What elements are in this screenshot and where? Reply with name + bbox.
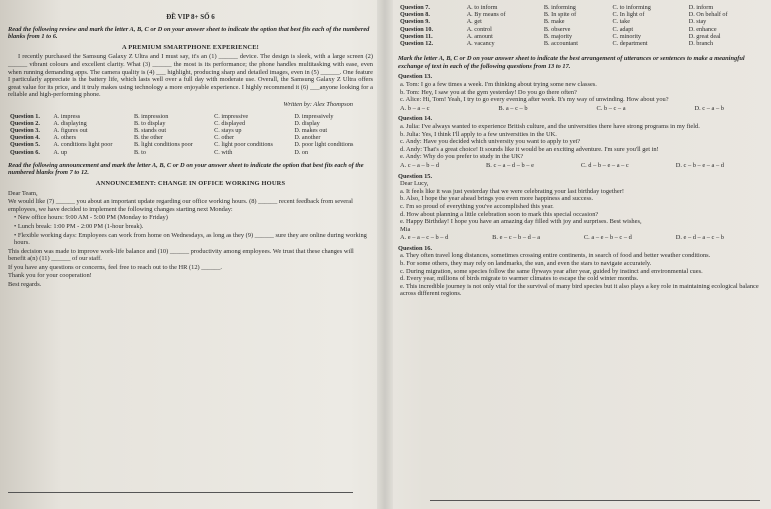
- review-text: I recently purchased the Samsung Galaxy Z Ultra and I must say, it's an (1) ______ device. The design is sleek, with a large screen (2) ______ vibrant colours and excellent clarity. What (3) ______ the most is its performance; the phone handles multitasking with ease, even when running demanding apps. The camera quality is (4) ___ highlight, producing sharp and detailed images, even in (5) ______. One feature I particularly appreciate is the battery life, which lasts well over a full day with moderate use. Overall, the Samsung Galaxy Z Ultra offers great value for its price, and it truly makes using technology a more enjoyable experience. I highly recommend it (6) ___anyone looking for a reliable and high-performing phone.: [8, 53, 373, 99]
- option-c[interactable]: C. impressive: [214, 112, 249, 120]
- option-c[interactable]: C. adapt: [612, 25, 634, 33]
- letter-line: Dear Lucy,: [400, 180, 429, 188]
- option-c[interactable]: C. other: [214, 134, 235, 142]
- question-label: Question 10.: [400, 25, 434, 33]
- question-label: Question 2.: [10, 119, 40, 127]
- option-c[interactable]: C. department: [612, 40, 648, 48]
- option-d[interactable]: D. branch: [688, 40, 714, 48]
- utterance: a. Julia: I've always wanted to experience British culture, and the universities there have strong programs in my field.: [400, 122, 700, 130]
- utterance: c. Alice: Hi, Tom! Yeah, I try to go every evening after work. It's my way of unwinding. How about you?: [400, 96, 669, 104]
- option-c[interactable]: C. light poor conditions: [214, 141, 273, 149]
- option-a[interactable]: A. displaying: [53, 119, 87, 127]
- option-a[interactable]: A. vacancy: [466, 40, 495, 48]
- announcement-bullet: • Lunch break: 1:00 PM - 2:00 PM (1-hour break).: [14, 222, 144, 230]
- sentence: d. Every year, millions of birds migrate to warmer climates to escape the cold winter months.: [400, 275, 639, 283]
- option-a[interactable]: A. figures out: [53, 126, 88, 134]
- option-a[interactable]: A. amount: [466, 32, 493, 40]
- announcement-bullet: • Flexible working days: Employees can work from home on Wednesdays, as long as they (9) ______ sure they are online during working hours.: [14, 231, 367, 247]
- instruction-1-6: Read the following review and mark the letter A, B, C or D on your answer sheet to indicate the option that best fits each of the numbered blanks from 1 to 6.: [8, 25, 370, 41]
- questions-1-6: [8, 113, 373, 156]
- announcement-greeting: Dear Team,: [8, 189, 38, 197]
- option-a[interactable]: A. b – a – c: [400, 104, 430, 112]
- option-c[interactable]: C. take: [612, 18, 630, 26]
- option-b[interactable]: B. impression: [133, 112, 169, 120]
- utterance: b. Julia: Yes, I think I'll apply to a few universities in the UK.: [400, 130, 557, 138]
- question-row: [8, 127, 373, 134]
- option-d[interactable]: D. e – d – a – c – b: [675, 234, 724, 242]
- utterance: b. Tom: Hey, I saw you at the gym yesterday! Do you go there often?: [400, 88, 577, 96]
- option-b[interactable]: B. observe: [543, 25, 571, 33]
- option-c[interactable]: C. to informing: [612, 4, 651, 11]
- question-row: [398, 40, 764, 47]
- review-author: Written by: Alex Thompson: [283, 100, 353, 108]
- option-b[interactable]: B. accountant: [543, 40, 578, 48]
- question-label: Question 7.: [400, 4, 430, 11]
- questions-7-12: [398, 4, 764, 47]
- option-d[interactable]: D. on: [294, 148, 309, 156]
- option-b[interactable]: B. the other: [133, 134, 163, 142]
- answer-options-14: [400, 162, 764, 170]
- question-15-label: Question 15.: [398, 172, 433, 180]
- option-d[interactable]: D. c – b – e – a – d: [675, 161, 724, 169]
- question-row: [398, 11, 764, 18]
- question-label: Question 9.: [400, 18, 430, 26]
- option-b[interactable]: B. make: [543, 18, 565, 26]
- option-b[interactable]: B. a – c – b: [498, 104, 528, 112]
- sentence: c. During migration, some species follow the same flyways year after year, guided by instinct and environmental cues.: [400, 267, 703, 275]
- question-row: [8, 149, 373, 156]
- utterance: c. Andy: Have you decided which university you want to apply to yet?: [400, 138, 581, 146]
- announcement-bullet: • New office hours: 9:00 AM - 5:00 PM (Monday to Friday): [14, 214, 168, 222]
- utterance: a. Tom: I go a few times a week. I'm thinking about trying some new classes.: [400, 81, 597, 88]
- option-d[interactable]: D. enhance: [688, 25, 717, 33]
- review-heading: A PREMIUM SMARTPHONE EXPERIENCE!: [121, 43, 259, 51]
- option-a[interactable]: A. to inform: [466, 4, 498, 11]
- option-d[interactable]: D. makes out: [294, 126, 328, 134]
- question-row: [8, 134, 373, 141]
- question-row: [398, 33, 764, 40]
- letter-line: d. How about planning a little celebration soon to mark this special occasion?: [400, 210, 599, 218]
- instruction-7-12: Read the following announcement and mark the letter A, B, C or D on your answer sheet to indicate the option that best fits each of the numbered blanks from 7 to 12.: [8, 161, 364, 177]
- option-d[interactable]: D. impressively: [294, 112, 334, 120]
- question-row: [8, 120, 373, 127]
- left-column: [8, 4, 373, 290]
- option-d[interactable]: D. inform: [688, 4, 714, 11]
- question-16-label: Question 16.: [398, 244, 433, 252]
- announcement-regards: Best regards.: [8, 281, 42, 289]
- option-d[interactable]: D. On behalf of: [688, 11, 728, 19]
- letter-line: b. Also, I hope the year ahead brings you even more happiness and success.: [400, 195, 594, 203]
- question-14-label: Question 14.: [398, 115, 433, 123]
- answer-options-13: [400, 105, 764, 113]
- option-b[interactable]: B. majority: [543, 32, 573, 40]
- answer-options-15: [400, 234, 764, 242]
- option-c[interactable]: C. displayed: [214, 119, 246, 127]
- option-a[interactable]: A. others: [53, 134, 77, 142]
- question-label: Question 1.: [10, 112, 40, 120]
- question-row: [398, 26, 764, 33]
- option-c[interactable]: C. d – b – e – a – c: [580, 161, 629, 169]
- utterance: e. Andy: Why do you prefer to study in the UK?: [400, 153, 524, 161]
- announcement-paragraph-3: If you have any questions or concerns, feel free to reach out to the HR (12) ______.: [8, 263, 223, 271]
- announcement-heading: ANNOUNCEMENT: CHANGE IN OFFICE WORKING HOURS: [95, 179, 286, 187]
- sentence: b. For some others, they may rely on landmarks, the sun, and even the stars to navigate accurately.: [400, 260, 652, 268]
- option-c[interactable]: C. stays up: [214, 126, 242, 134]
- right-column: [398, 4, 764, 298]
- divider-line: [8, 492, 353, 493]
- option-a[interactable]: A. up: [53, 148, 68, 156]
- question-label: Question 8.: [400, 11, 430, 19]
- option-a[interactable]: A. By means of: [466, 11, 506, 19]
- option-b[interactable]: B. stands out: [133, 126, 167, 134]
- letter-line: Mia: [400, 225, 411, 233]
- question-label: Question 12.: [400, 40, 434, 48]
- option-d[interactable]: D. great deal: [688, 32, 721, 40]
- option-c[interactable]: C. minority: [612, 32, 642, 40]
- option-a[interactable]: A. get: [466, 18, 482, 26]
- option-a[interactable]: A. control: [466, 25, 492, 33]
- letter-line: c. I'm so proud of everything you've accomplished this year.: [400, 202, 554, 210]
- option-d[interactable]: D. c – a – b: [694, 104, 724, 112]
- option-a[interactable]: A. e – a – c – b – d: [400, 234, 449, 242]
- question-label: Question 11.: [400, 32, 433, 40]
- question-label: Question 4.: [10, 134, 40, 142]
- sentence: a. They often travel long distances, sometimes crossing entire continents, in search of food and better weather conditions.: [400, 252, 711, 260]
- option-c[interactable]: C. In light of: [612, 11, 645, 19]
- question-label: Question 6.: [10, 148, 40, 156]
- option-c[interactable]: C. b – c – a: [596, 104, 626, 112]
- option-b[interactable]: B. to display: [133, 119, 166, 127]
- announcement-thanks: Thank you for your cooperation!: [8, 272, 92, 280]
- page-fold-shadow: [377, 0, 393, 509]
- question-row: [8, 113, 373, 120]
- option-c[interactable]: C. with: [214, 148, 233, 156]
- option-d[interactable]: D. another: [294, 134, 321, 142]
- option-a[interactable]: A. impress: [53, 112, 81, 120]
- question-row: [8, 141, 373, 148]
- letter-line: a. It feels like it was just yesterday that we were celebrating your last birthday together!: [400, 187, 624, 195]
- question-label: Question 3.: [10, 126, 40, 134]
- option-b[interactable]: B. e – c – b – d – a: [492, 234, 541, 242]
- question-row: [398, 18, 764, 25]
- instruction-13-17: Mark the letter A, B, C or D on your answer sheet to indicate the best arrangement of utterances or sentences to make a meaningful exchange of text in each of the following questions from 13 to 17.: [398, 55, 745, 70]
- letter-line: e. Happy Birthday! I hope you have an amazing day filled with joy and surprises. Best wishes,: [400, 218, 642, 226]
- option-b[interactable]: B. c – a – d – b – e: [485, 161, 534, 169]
- option-b[interactable]: B. to: [133, 148, 146, 156]
- question-label: Question 5.: [10, 141, 40, 149]
- utterance: d. Andy: That's a great choice! It sounds like it would be an exciting adventure. I'm sure you'll get in!: [400, 145, 659, 153]
- option-c[interactable]: C. a – e – b – c – d: [583, 234, 632, 242]
- option-b[interactable]: B. informing: [543, 4, 576, 11]
- option-a[interactable]: A. c – a – b – d: [400, 161, 440, 169]
- sentence: e. This incredible journey is not only vital for the survival of many bird species but it also plays a key role in maintaining ecological balance across different regions.: [400, 282, 759, 298]
- announcement-paragraph-1: We would like (7) ______ you about an important update regarding our office working hours. (8) ______ recent feedback from several employees, we have decided to implement the following changes starting next Monday:: [8, 198, 353, 213]
- option-d[interactable]: D. poor light conditions: [294, 141, 354, 149]
- option-d[interactable]: D. display: [294, 119, 320, 127]
- option-d[interactable]: D. stay: [688, 18, 707, 26]
- option-b[interactable]: B. light conditions poor: [133, 141, 193, 149]
- option-a[interactable]: A. conditions light poor: [53, 141, 113, 149]
- exam-title: ĐỀ VIP 8+ SỐ 6: [166, 13, 215, 21]
- announcement-paragraph-2: This decision was made to improve work-life balance and (10) ______ productivity among employees. We trust that these changes will benefit a(n) (11) ______ of our staff.: [8, 247, 354, 263]
- question-row: [398, 4, 764, 11]
- question-13-label: Question 13.: [398, 73, 433, 81]
- divider-line: [430, 500, 760, 501]
- option-b[interactable]: B. In spite of: [543, 11, 577, 19]
